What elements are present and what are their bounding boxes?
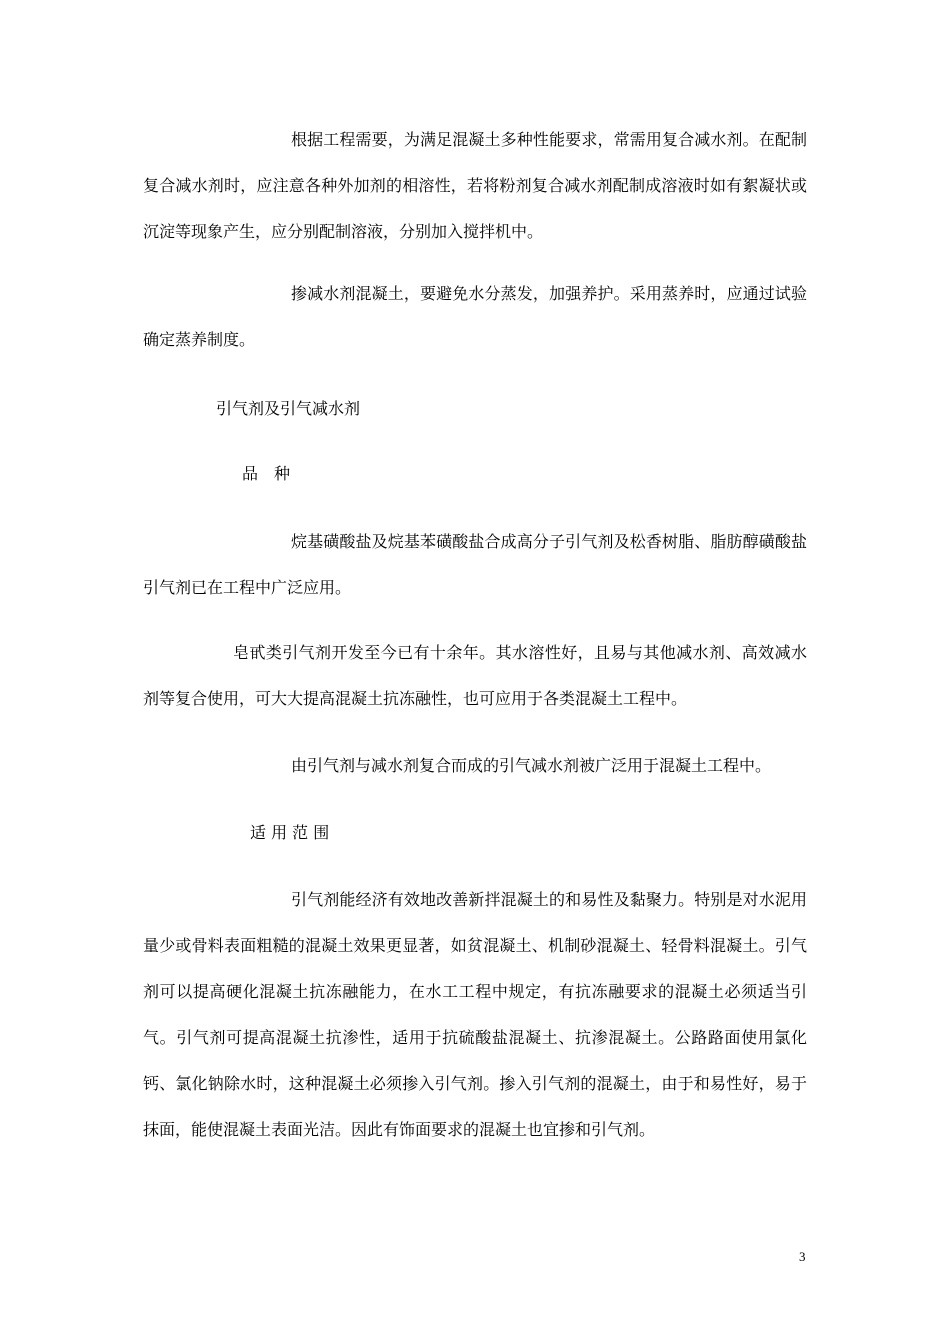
paragraph-curing: 掺减水剂混凝土，要避免水分蒸发，加强养护。采用蒸养时，应通过试验确定蒸养制度。	[143, 284, 807, 349]
paragraph-composite-water-reducer: 根据工程需要，为满足混凝土多种性能要求，常需用复合减水剂。在配制复合减水剂时，应注意各种外加剂的相溶性，若将粉剂复合减水剂配制成溶液时如有絮凝状或沉淀等现象产生，应分别配制溶液，分别加入搅拌机中。	[143, 130, 807, 241]
paragraph-sulfonate-agents: 烷基磺酸盐及烷基苯磺酸盐合成高分子引气剂及松香树脂、脂肪醇磺酸盐引气剂已在工程中广泛应用。	[143, 532, 807, 597]
section-heading-air-entraining: 引气剂及引气减水剂	[216, 399, 361, 418]
subsection-heading-varieties: 品 种	[242, 464, 291, 483]
page-number: 3	[799, 1249, 806, 1264]
subsection-heading-scope: 适 用 范 围	[250, 823, 330, 842]
paragraph-applications: 引气剂能经济有效地改善新拌混凝土的和易性及黏聚力。特别是对水泥用量少或骨料表面粗糙的混凝土效果更显著，如贫混凝土、机制砂混凝土、轻骨料混凝土。引气剂可以提高硬化混凝土抗冻融能力，在水工工程中规定，有抗冻融要求的混凝土必须适当引气。引气剂可提高混凝土抗渗性，适用于抗硫酸盐混凝土、抗渗混凝土。公路路面使用氯化钙、氯化钠除水时，这种混凝土必须掺入引气剂。掺入引气剂的混凝土，由于和易性好，易于抹面，能使混凝土表面光洁。因此有饰面要求的混凝土也宜掺和引气剂。	[143, 890, 807, 1139]
paragraph-air-entraining-reducer: 由引气剂与减水剂复合而成的引气减水剂被广泛用于混凝土工程中。	[291, 756, 772, 775]
paragraph-saponin-agents: 皂甙类引气剂开发至今已有十余年。其水溶性好，且易与其他减水剂、高效减水剂等复合使用，可大大提高混凝土抗冻融性，也可应用于各类混凝土工程中。	[143, 643, 807, 708]
